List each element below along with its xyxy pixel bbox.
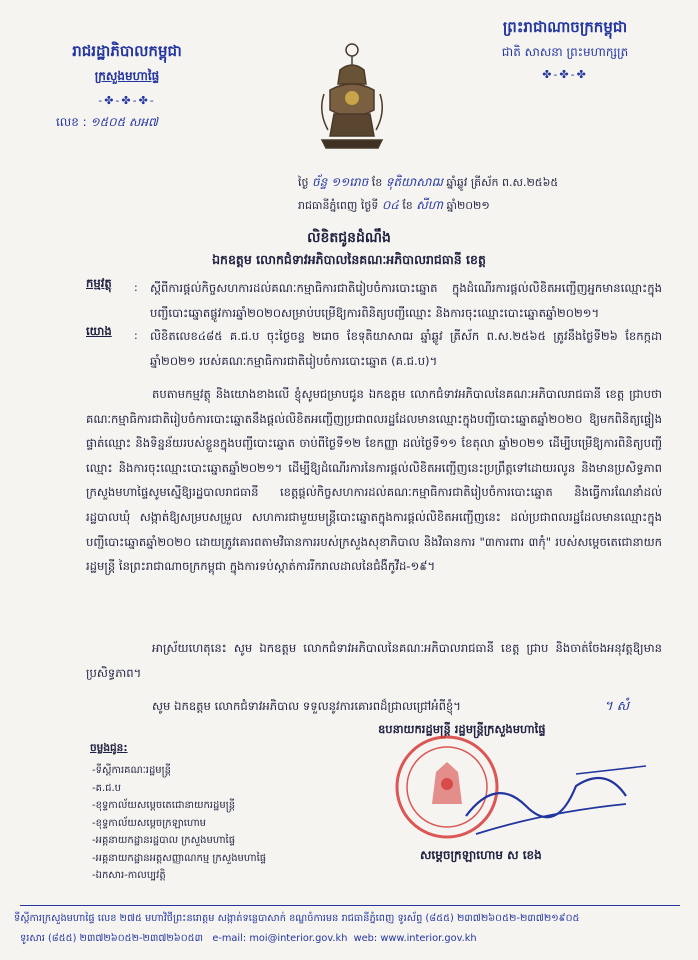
cc-item: -ខុទ្ទកាល័យសម្តេចក្រឡាហោម [92,817,207,829]
body-paragraph-2: អាស្រ័យហេតុនេះ សូម ឯកឧត្តម លោកជំទាវអភិបាលនៃគណៈអភិបាលរាជធានី ខេត្ត ជ្រាប និងចាត់ចែងអនុវត្តឱ្យមានប្រសិទ្ធភាព។ [86,641,662,680]
subject-label: កម្មវត្ថុ [86,276,112,290]
handwritten-signature-icon [456,756,656,846]
signatory-name: សម្តេចក្រឡាហោម ស ខេង [420,848,542,862]
footer-divider [20,905,680,906]
reference-colon: : [134,329,138,342]
ref-label: លេខ : [56,115,87,129]
solar-date: រាជធានីភ្នំពេញ ថ្ងៃទី ០៤ ខែ សីហា ឆ្នាំ២០២១ [298,198,490,212]
royal-emblem-icon [312,40,392,152]
signatory-title: ឧបនាយករដ្ឋមន្ត្រី រដ្ឋមន្ត្រីក្រសួងមហាផ្ទៃ [378,722,546,736]
kingdom-name: ព្រះរាជាណាចក្រកម្ពុជា [502,18,628,36]
ministry-name: ក្រសួងមហាផ្ទៃ [94,69,160,83]
header-ornament-right: ✤-✤-✤ [542,68,588,81]
cc-item: -គ.ជ.ប [92,782,122,794]
addressee: ឯកឧត្តម លោកជំទាវអភិបាលនៃគណៈអភិបាលរាជធានី ខេត្ត [212,252,486,267]
cc-item: -ទីស្តីការគណៈរដ្ឋមន្ត្រី [92,765,171,776]
reference-text: លិខិតលេខ៤៨៥ គ.ជ.ប ចុះថ្ងៃចន្ទ ២រោច ខែទុតិយាសាឍ ឆ្នាំឆ្លូវ ត្រីស័ក ព.ស.២៥៦៥ ត្រូវនឹងថ្ងៃទី២៦ ខែកក្កដា ឆ្នាំ២០២១ របស់គណៈកម្មាធិការជាតិរៀបចំការបោះឆ្នោត (គ.ជ.ប)។ [150,329,666,368]
reference-number [56,114,158,132]
national-motto: ជាតិ សាសនា ព្រះមហាក្សត្រ [501,45,629,59]
cc-heading: ចម្លងជូន: [90,742,128,754]
handwritten-note: ។ សំ [604,699,630,714]
subject-colon: : [134,281,138,294]
footer-web-link[interactable]: www.interior.gov.kh [380,933,477,944]
reference-label: យោង [86,324,112,338]
cc-item: -អគ្គនាយកដ្ឋានរដ្ឋបាល ក្រសួងមហាផ្ទៃ [92,835,236,846]
footer-fax: ទូរសារ (៨៥៥) ២៣៧២៦០៥២-២៣៧២៦០៥៣ [20,933,203,944]
cc-item: -ឯកសារ-កាលប្បវត្តិ [92,870,166,881]
cc-item: -អគ្គនាយកដ្ឋានអត្តសញ្ញាណកម្ម ក្រសួងមហាផ្ទៃ [92,852,267,864]
lunar-date: ថ្ងៃ ច័ន្ទ ១១រោច ខែ ទុតិយាសាឍ ឆ្នាំឆ្លូវ ត្រីស័ក ព.ស.២៥៦៥ [298,175,559,189]
body-paragraph-1: តបតាមកម្មវត្ថុ និងយោងខាងលើ ខ្ញុំសូមជម្រាបជូន ឯកឧត្តម លោកជំទាវអភិបាលនៃគណៈអភិបាលរាជធានី ខេត្ត ជ្រាបថា គណៈកម្មាធិការជាតិរៀបចំការបោះឆ្នោតនឹងផ្តល់លិខិតអញ្ជើញប្រជាពលរដ្ឋដែលមានឈ្មោះក្នុងបញ្ជីបោះឆ្នោតឆ្នាំ២០២០ ឱ្យមកពិនិត្យផ្ទៀងផ្ទាត់ឈ្មោះ និងទិន្នន័យរបស់ខ្លួនក្នុងបញ្ជីបោះឆ្នោត ចាប់ពីថ្ងៃទី១២ ខែកញ្ញា ដល់ថ្ងៃទី១១ ខែតុលា ឆ្នាំ២០២១ ដើម្បីបម្រើឱ្យការពិនិត្យបញ្ជីឈ្មោះ និងការចុះឈ្មោះបោះឆ្នោតឆ្នាំ២០២១។ ដើម្បីឱ្យដំណើរការនៃការផ្តល់លិខិតអញ្ជើញនេះប្រព្រឹត្តទៅដោយរលូន និងមានប្រសិទ្ធភាព ក្រសួងមហាផ្ទៃសូមស្នើឱ្យរដ្ឋបាលរាជធានី ខេត្តផ្តល់កិច្ចសហការដល់គណៈកម្មាធិការជាតិរៀបចំការបោះឆ្នោត និងធ្វើការណែនាំដល់រដ្ឋបាលឃុំ សង្កាត់ឱ្យសម្របសម្រួល សហការជាមួយមន្ត្រីបោះឆ្នោតក្នុងការផ្តល់លិខិតអញ្ជើញនេះ ដល់ប្រជាពលរដ្ឋដែលមានឈ្មោះក្នុងបញ្ជីបោះឆ្នោតឆ្នាំ២០២០ ដោយត្រូវគោរពតាមវិធានការរបស់ក្រសួងសុខាភិបាល និងវិធានការ "៣ការពារ ៣កុំ" របស់សម្តេចតេជោនាយករដ្ឋមន្ត្រី នៃព្រះរាជាណាចក្រកម្ពុជា ក្នុងការទប់ស្កាត់ការរីករាលដាលនៃជំងឺកូវីដ-១៩។ [86,387,666,574]
cc-list [92,762,332,885]
footer-contact: ទូរសារ (៨៥៥) ២៣៧២៦០៥២-២៣៧២៦០៥៣ e-mail: moi@interior.gov.kh web: www.interior.gov.kh [20,933,477,944]
closing-line: សូម ឯកឧត្តម លោកជំទាវអភិបាល ទទួលនូវការគោរពដ៏ជ្រាលជ្រៅអំពីខ្ញុំ។ [152,699,461,713]
footer-email-link[interactable]: moi@interior.gov.kh [249,933,348,944]
header-ornament-left: -✤-✤-✤- [98,94,156,107]
cc-item: -ខុទ្ទកាល័យសម្តេចតេជោនាយករដ្ឋមន្ត្រី [92,800,236,811]
document-title: លិខិតជូនដំណឹង [307,230,391,246]
footer-address: ទីស្តីការក្រសួងមហាផ្ទៃ លេខ ២៧៥ មហាវិថីព្រះនរោត្តម សង្កាត់ទន្លេបាសាក់ ខណ្ឌចំការមន រាជធានីភ្នំពេញ ទូរស័ព្ទ (៨៥៥) ២៣៧២៦០៥២-២៣៧២១៩០៥ [14,913,580,924]
subject-text: ស្តីពីការផ្តល់កិច្ចសហការដល់គណៈកម្មាធិការជាតិរៀបចំការបោះឆ្នោត ក្នុងដំណើរការផ្តល់លិខិតអញ្ជើញអ្នកមានឈ្មោះក្នុងបញ្ជីបោះឆ្នោតផ្លូវការឆ្នាំ២០២០សម្រាប់បម្រើឱ្យការពិនិត្យបញ្ជីឈ្មោះ និងការចុះឈ្មោះបោះឆ្នោតឆ្នាំ២០២១។ [150,281,662,320]
ref-value: ១៥០៥ សអ៧ [90,115,158,129]
government-name: រាជរដ្ឋាភិបាលកម្ពុជា [72,42,182,60]
